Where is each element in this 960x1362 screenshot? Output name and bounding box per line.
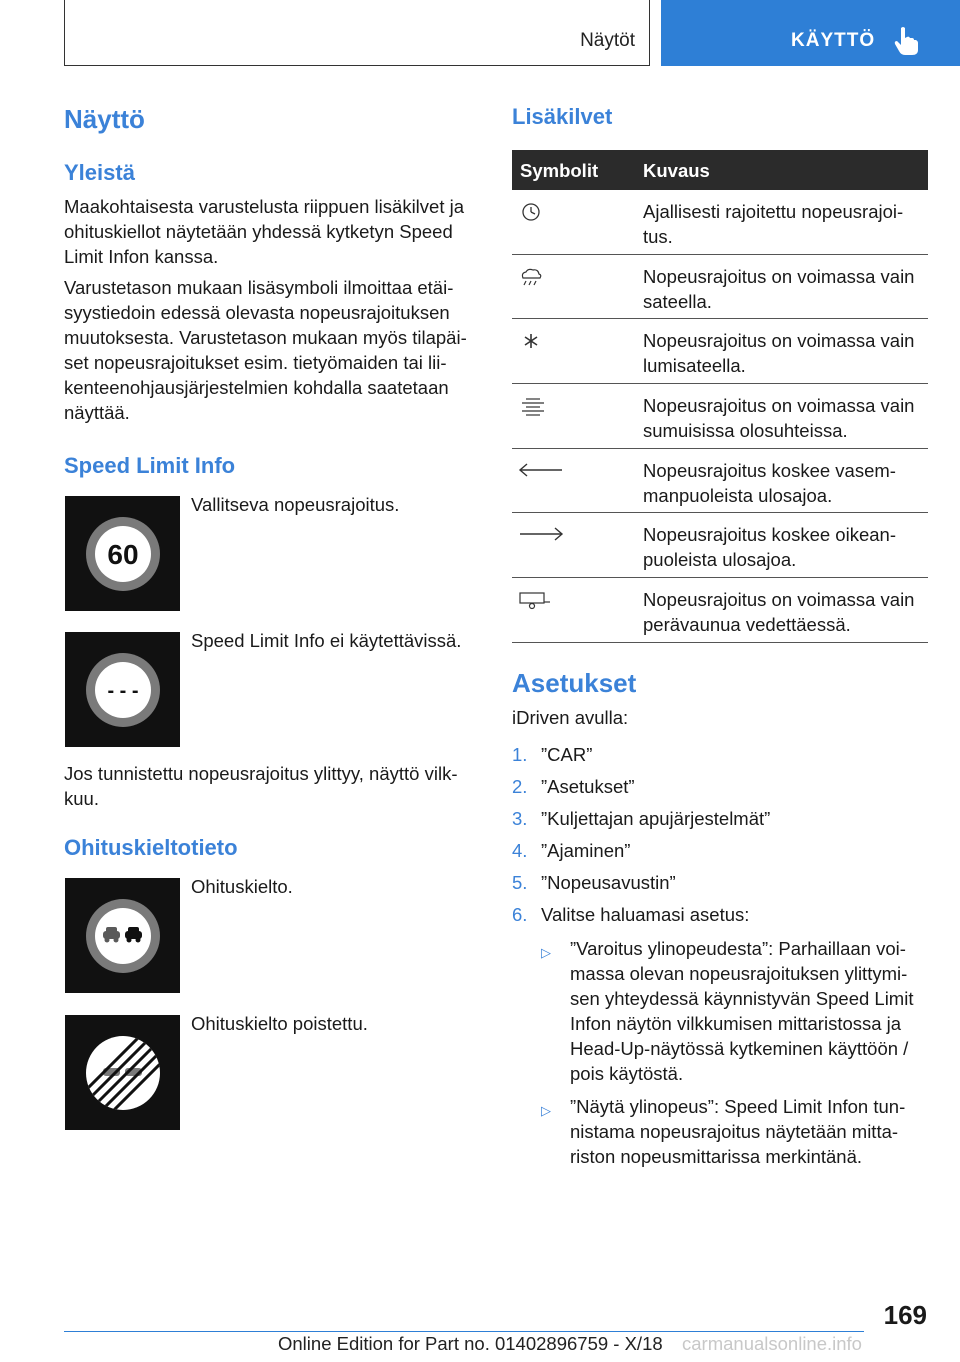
pointing-hand-icon — [893, 26, 919, 56]
speed-limit-info-heading: Speed Limit Info — [64, 453, 236, 478]
table-row — [512, 578, 928, 643]
footer-divider — [64, 1331, 864, 1332]
watermark: carmanualsonline.info — [682, 1333, 862, 1354]
table-header-row — [512, 150, 928, 190]
col-header-description: Kuvaus — [643, 160, 710, 181]
row-description: Nopeusrajoitus on voimassa vain lumisateella. — [643, 330, 915, 377]
row-description: Nopeusrajoitus on voimassa vain perävaunua vedettäessä. — [643, 589, 915, 636]
page-title: Näyttö — [64, 104, 145, 134]
triangle-bullet-icon: ▷ — [541, 1103, 551, 1118]
row-description: Nopeusrajoitus koskee vasem- manpuoleista ulosajoa. — [643, 459, 896, 506]
sli-item2-text: Speed Limit Info ei käytettävissä. — [191, 630, 462, 651]
section-label: Näytöt — [580, 30, 635, 51]
settings-heading: Asetukset — [512, 668, 637, 698]
triangle-bullet-icon: ▷ — [541, 945, 551, 960]
overtake-item2-text: Ohituskielto poistettu. — [191, 1013, 368, 1034]
table-row — [512, 255, 928, 320]
row-description: Nopeusrajoitus on voimassa vain sumuisissa olosuhteissa. — [643, 395, 915, 442]
row-description: Nopeusrajoitus on voimassa vain sateella. — [643, 265, 915, 312]
table-row — [512, 319, 928, 384]
sign-speed-value: 60 — [106, 538, 139, 570]
general-heading: Yleistä — [64, 160, 135, 185]
general-paragraph-1: Maakohtaisesta varustelusta riippuen lisäkilvet ja ohituskiellot näytetään yhdessä kytketyn Speed Limit Infon kanssa. — [64, 196, 465, 267]
table-row — [512, 190, 928, 255]
additional-signs-table — [512, 150, 928, 643]
rain-cloud-icon — [518, 267, 544, 289]
sign-unavailable-value: - - - — [106, 679, 139, 702]
page-number: 169 — [883, 1300, 927, 1330]
sli-paragraph: Jos tunnistettu nopeusrajoitus ylittyy, näyttö vilk- kuu. — [64, 763, 458, 809]
table-heading: Lisäkilvet — [512, 104, 613, 129]
sli-item1-text: Vallitseva nopeusrajoitus. — [191, 494, 400, 515]
row-description: Nopeusrajoitus koskee oikean- puoleista ulosajoa. — [643, 524, 896, 571]
chapter-label: KÄYTTÖ — [791, 30, 876, 51]
arrow-right-icon — [518, 525, 564, 547]
speed-limit-sign-image — [65, 496, 180, 611]
table-row — [512, 384, 928, 449]
snowflake-icon — [518, 331, 544, 353]
table-row — [512, 513, 928, 578]
general-paragraph-2: Varustetason mukaan lisäsymboli ilmoittaa etäi- syystiedoin edessä olevasta nopeusrajoituksen muutoksesta. Varustetason mukaan myös tilapäi- set nopeusrajoitukset esim. tietyömaiden tai lii- kenteenohjausjärjestelmien kohdalla saatetaan näyttää. — [64, 277, 467, 423]
clock-icon — [518, 202, 544, 224]
fog-icon — [518, 396, 548, 418]
table-row — [512, 449, 928, 514]
row-description: Ajallisesti rajoitettu nopeusrajoi- tus. — [643, 201, 904, 247]
overtake-item1-text: Ohituskielto. — [191, 876, 293, 897]
edition-footer: Online Edition for Part no. 01402896759 - X/18 — [278, 1333, 663, 1354]
no-overtaking-sign-image — [65, 878, 180, 993]
trailer-icon — [518, 590, 552, 612]
header-section-box — [64, 0, 650, 66]
col-header-symbols: Symbolit — [520, 160, 599, 181]
settings-intro: iDriven avulla: — [512, 707, 629, 728]
speed-limit-unavailable-sign-image — [65, 632, 180, 747]
end-no-overtaking-sign-image — [65, 1015, 180, 1130]
overtake-heading: Ohituskieltotieto — [64, 835, 238, 860]
arrow-left-icon — [518, 461, 564, 483]
